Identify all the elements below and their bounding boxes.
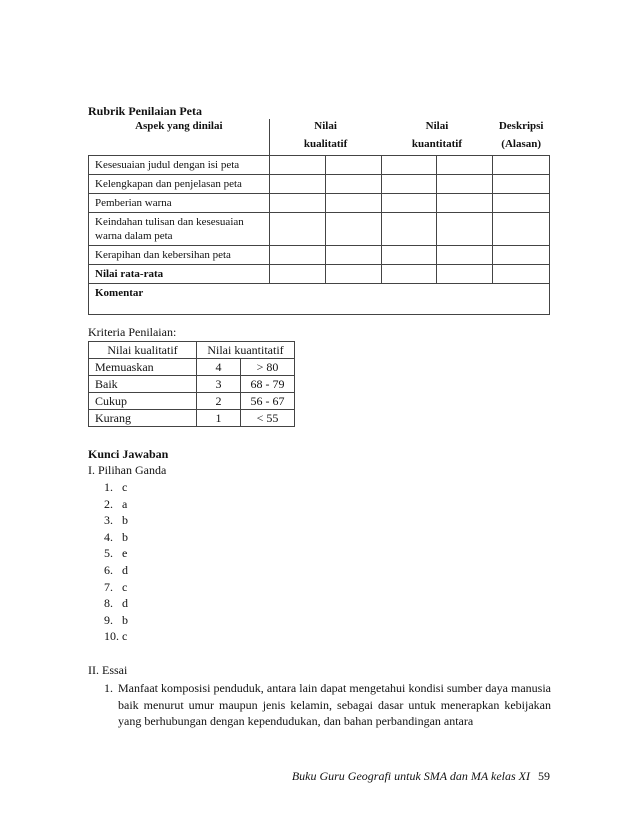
answer-list [104,479,128,645]
table-row [89,265,550,284]
rubric-empty-cell [270,175,326,194]
item-answer: a [122,496,128,511]
rubric-empty-cell [493,194,550,213]
rubric-empty-cell [381,265,437,284]
header-kuan-line1: Nilai [425,120,449,132]
rubric-aspect-cell: Kesesuaian judul dengan isi peta [89,156,270,175]
criteria-label: Memuaskan [89,359,197,376]
rubric-empty-cell [270,194,326,213]
header-desk-line1: Deskripsi [498,120,544,132]
item-number: 10. [104,629,119,644]
list-item [104,612,128,629]
rubric-aspect-cell: Keindahan tulisan dan kesesuaian warna dalam peta [89,213,270,246]
rubric-empty-cell [325,265,381,284]
item-number: 8. [104,596,113,611]
rubric-empty-cell [325,156,381,175]
criteria-score: 2 [197,393,241,410]
rubric-empty-cell [437,156,493,175]
criteria-score: 4 [197,359,241,376]
answers-title: Kunci Jawaban [88,447,169,461]
rubric-empty-cell [325,213,381,246]
rubric-empty-cell [437,246,493,265]
rubric-empty-cell [325,194,381,213]
page-number: 59 [538,769,550,783]
item-answer: b [122,529,128,544]
table-row [89,156,550,175]
list-item [104,529,128,546]
rubric-average-label: Nilai rata-rata [89,265,270,284]
header-kual-line1: Nilai [314,120,337,132]
rubric-empty-cell [270,265,326,284]
criteria-score: 1 [197,410,241,427]
item-number: 3. [104,513,113,528]
item-number: 2. [104,496,113,511]
essay-item [104,680,551,730]
list-item [104,512,128,529]
criteria-table [88,341,295,427]
rubric-empty-cell [437,194,493,213]
item-number: 7. [104,579,113,594]
rubric-empty-cell [325,246,381,265]
rubric-empty-cell [493,175,550,194]
list-item [104,595,128,612]
list-item [104,579,128,596]
item-answer: c [122,480,128,494]
criteria-label: Kurang [89,410,197,427]
rubric-header-deskripsi [493,119,550,156]
header-aspek-label: Aspek yang dinilai [135,120,223,132]
item-number: 4. [104,529,113,544]
rubric-table [88,119,550,315]
table-row [89,194,550,213]
rubric-aspect-cell: Kerapihan dan kebersihan peta [89,246,270,265]
page-footer [292,769,550,784]
item-number: 6. [104,562,113,577]
footer-book-title: Buku Guru Geografi untuk SMA dan MA kelas XI [291,769,530,783]
rubric-empty-cell [493,213,550,246]
table-row [89,410,295,427]
rubric-empty-cell [381,156,437,175]
table-row [89,213,550,246]
item-answer: c [122,579,128,594]
rubric-empty-cell [437,213,493,246]
criteria-title: Kriteria Penilaian: [88,325,177,339]
rubric-empty-cell [381,246,437,265]
criteria-score: 3 [197,376,241,393]
list-item [104,628,128,645]
table-row [89,393,295,410]
item-answer: b [122,612,128,627]
rubric-empty-cell [493,265,550,284]
list-item [104,545,128,562]
header-kuan-line2: kuantitatif [411,138,463,150]
essay-text: Manfaat komposisi penduduk, antara lain dapat mengetahui kondisi sumber daya manusia baik menurut umur maupun jenis kelamin, sebagai dasar untuk menerapkan kebijakan yang berhubungan dengan kependudukan, dan bahan perbandingan antara [118,681,551,729]
table-row [89,359,295,376]
item-answer: b [122,513,128,528]
rubric-empty-cell [270,156,326,175]
criteria-range: 56 - 67 [241,393,295,410]
table-row [89,246,550,265]
rubric-header-kuantitatif [381,119,493,156]
item-number: 9. [104,612,113,627]
item-answer: d [122,562,128,577]
list-item [104,479,128,496]
rubric-title: Rubrik Penilaian Peta [88,104,203,118]
rubric-empty-cell [325,175,381,194]
rubric-empty-cell [381,194,437,213]
rubric-aspect-cell: Kelengkapan dan penjelasan peta [89,175,270,194]
answers-section-1: I. Pilihan Ganda [88,463,167,477]
table-row [89,376,295,393]
criteria-header-kualitatif: Nilai kualitatif [89,342,197,359]
criteria-label: Baik [89,376,197,393]
list-item [104,562,128,579]
item-number: 5. [104,546,113,561]
criteria-range: 68 - 79 [241,376,295,393]
criteria-label: Cukup [89,393,197,410]
rubric-aspect-cell: Pemberian warna [89,194,270,213]
table-row [89,175,550,194]
rubric-empty-cell [381,213,437,246]
rubric-empty-cell [270,213,326,246]
rubric-comment-label: Komentar [89,284,550,315]
rubric-empty-cell [493,156,550,175]
rubric-empty-cell [270,246,326,265]
rubric-header-kualitatif [270,119,382,156]
list-item [104,496,128,513]
answers-section-2: II. Essai [88,663,128,677]
rubric-empty-cell [493,246,550,265]
rubric-header-aspek [89,119,270,156]
criteria-range: < 55 [241,410,295,427]
essay-number: 1. [104,681,113,695]
rubric-empty-cell [437,175,493,194]
item-answer: d [122,596,128,611]
rubric-header-row [89,119,550,156]
criteria-header-kuantitatif: Nilai kuantitatif [197,342,295,359]
criteria-range: > 80 [241,359,295,376]
criteria-header-row [89,342,295,359]
item-answer: c [122,629,128,644]
rubric-empty-cell [437,265,493,284]
rubric-empty-cell [381,175,437,194]
item-number: 1. [104,480,113,494]
table-row [89,284,550,315]
item-answer: e [122,546,128,561]
header-desk-line2: (Alasan) [501,138,542,150]
header-kual-line2: kualitatif [303,138,348,150]
